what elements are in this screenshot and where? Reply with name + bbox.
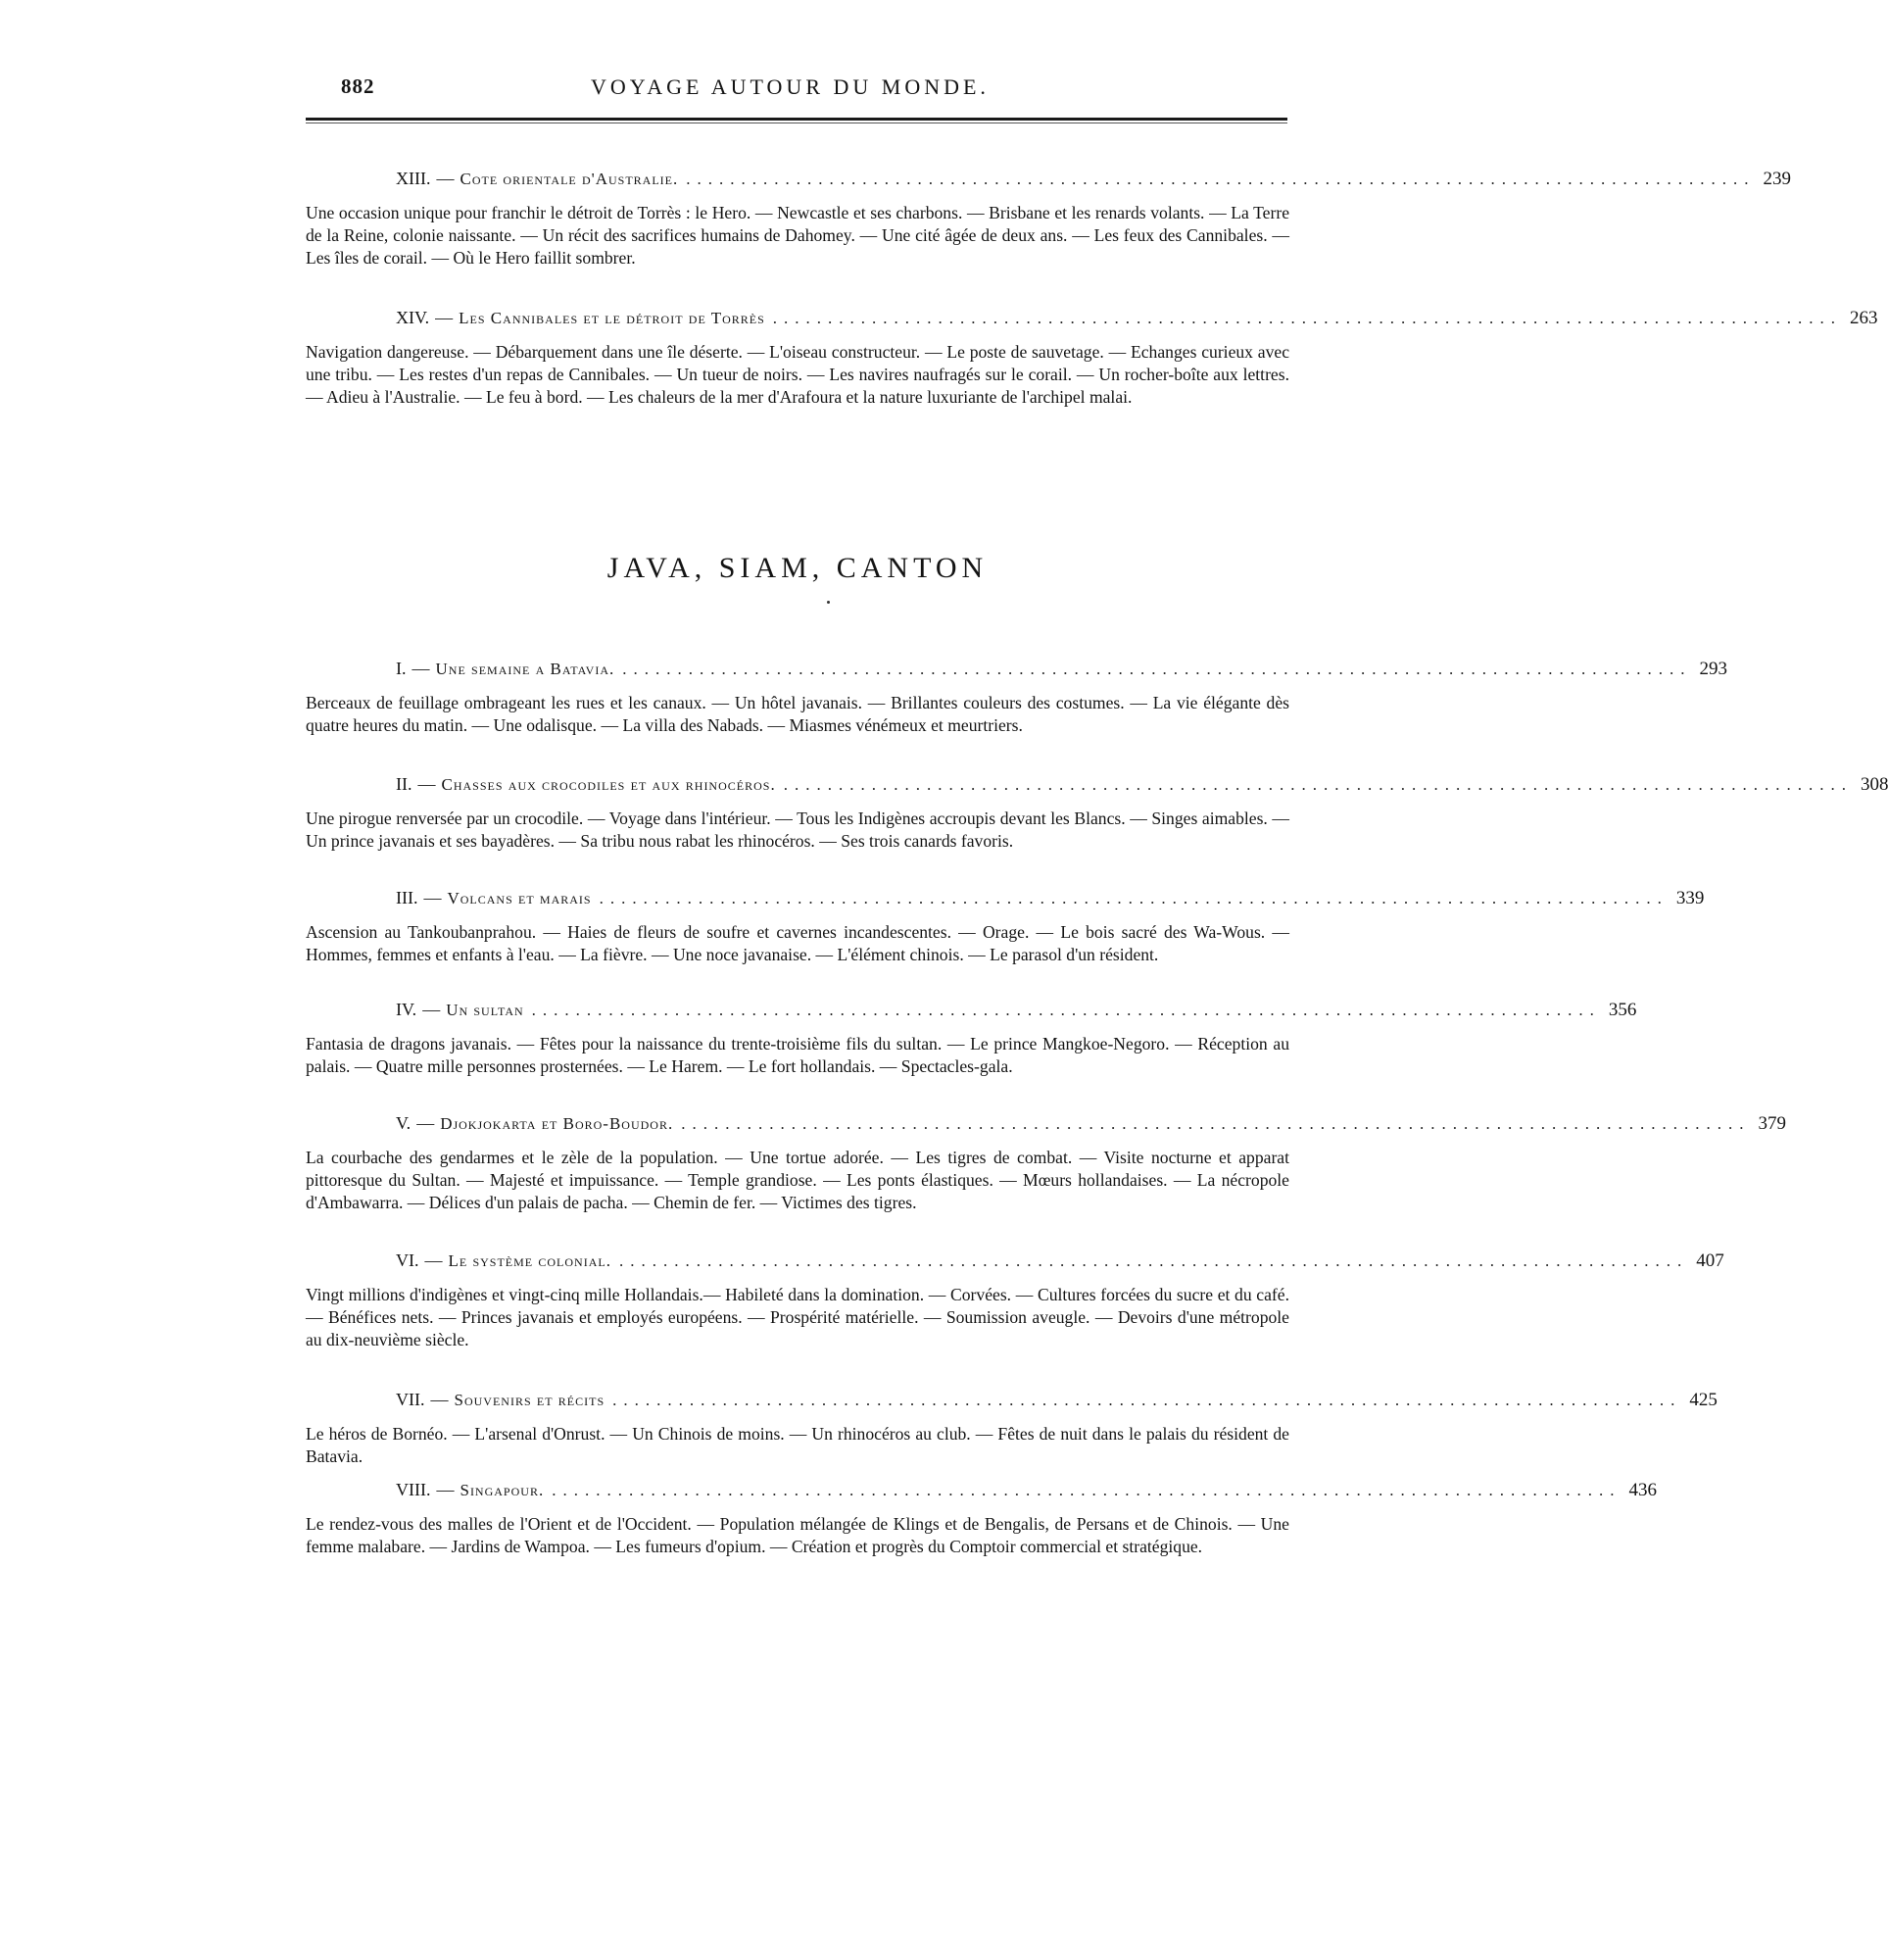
chapter-summary: La courbache des gendarmes et le zèle de la population. — Une tortue adorée. — Les tigres de combat. — Visite nocturne et apparat pittoresque du Sultan. — Majesté et impuissance. — Temple grandiose. — Les ponts élastiques. — Mœurs hollandaises. — La nécropole d'Ambawarra. — Délices d'un palais de pacha. — Chemin de fer. — Victimes des tigres. bbox=[306, 1148, 1289, 1212]
chapter-numeral: VIII. bbox=[396, 1480, 431, 1499]
toc-entry-heading bbox=[306, 659, 1728, 688]
chapter-numeral: II. bbox=[396, 774, 412, 794]
page-number: 882 bbox=[341, 74, 375, 98]
chapter-summary: Vingt millions d'indigènes et vingt-cinq mille Hollandais.— Habileté dans la domination. — Corvées. — Cultures forcées du sucre et du café. — Bénéfices nets. — Princes javanais et employés européens. — Prospérité matérielle. — Soumission aveugle. — Devoirs d'une métropole au dix-neuvième siècle. bbox=[306, 1285, 1289, 1349]
toc-entry-heading bbox=[306, 888, 1705, 917]
chapter-title: Singapour. bbox=[460, 1481, 545, 1499]
section-title: JAVA, SIAM, CANTON bbox=[606, 552, 989, 584]
dot-leader: ................................................................................................. bbox=[612, 1391, 1682, 1409]
toc-entry-i bbox=[306, 659, 1728, 737]
header-rule-thin bbox=[306, 122, 1287, 123]
chapter-summary: Navigation dangereuse. — Débarquement dans une île déserte. — L'oiseau constructeur. — Le poste de sauvetage. — Echanges curieux avec une tribu. — Les restes d'un repas de Cannibales. — Un tueur de noirs. — Les navires naufragés sur le corail. — Un rocher-boîte aux lettres. — Adieu à l'Australie. — Le feu à bord. — Les chaleurs de la mer d'Arafoura et la nature luxuriante de l'archipel malai. bbox=[306, 342, 1289, 407]
chapter-dash: — bbox=[436, 1480, 455, 1499]
toc-entry-ii bbox=[306, 774, 1888, 853]
chapter-page-number: 436 bbox=[1628, 1480, 1657, 1500]
chapter-summary: Le rendez-vous des malles de l'Orient et de l'Occident. — Population mélangée de Klings et de Bengalis, de Persans et de Chinois. — Une femme malabare. — Jardins de Wampoa. — Les fumeurs d'opium. — Création et progrès du Comptoir commercial et stratégique. bbox=[306, 1514, 1289, 1556]
toc-entry-heading bbox=[306, 1113, 1786, 1143]
toc-entry-xiv bbox=[306, 308, 1878, 409]
chapter-dash: — bbox=[435, 308, 454, 327]
chapter-title: Djokjokarta et Boro-Boudor. bbox=[440, 1114, 674, 1133]
dot-leader: ................................................................................................. bbox=[783, 775, 1853, 794]
chapter-numeral: III. bbox=[396, 888, 418, 907]
chapter-dash: — bbox=[411, 659, 430, 678]
running-head bbox=[341, 74, 1282, 108]
chapter-page-number: 308 bbox=[1860, 774, 1888, 795]
dot-leader: ................................................................................................. bbox=[599, 889, 1669, 907]
toc-entry-heading bbox=[306, 169, 1792, 198]
chapter-title: Chasses aux crocodiles et aux rhinocéros. bbox=[441, 775, 776, 794]
header-rule bbox=[306, 118, 1287, 121]
dot-leader: ................................................................................................. bbox=[772, 309, 1843, 327]
dot-leader: ................................................................................................. bbox=[681, 1114, 1751, 1133]
chapter-dash: — bbox=[424, 1250, 443, 1270]
chapter-summary: Ascension au Tankoubanprahou. — Haies de fleurs de soufre et cavernes incandescentes. — Orage. — Le bois sacré des Wa-Wous. — Hommes, femmes et enfants à l'eau. — La fièvre. — Une noce javanaise. — L'élément chinois. — Le parasol d'un résident. bbox=[306, 922, 1289, 964]
chapter-numeral: XIII. bbox=[396, 169, 431, 188]
chapter-page-number: 263 bbox=[1850, 308, 1878, 328]
toc-entry-xiii bbox=[306, 169, 1792, 270]
toc-entry-heading bbox=[306, 1390, 1718, 1419]
chapter-numeral: VI. bbox=[396, 1250, 419, 1270]
chapter-summary: Fantasia de dragons javanais. — Fêtes pour la naissance du trente-troisième fils du sultan. — Le prince Mangkoe-Negoro. — Réception au palais. — Quatre mille personnes prosternées. — Le Harem. — Le fort hollandais. — Spectacles-gala. bbox=[306, 1034, 1289, 1076]
toc-entry-iv bbox=[306, 1000, 1637, 1078]
running-title: VOYAGE AUTOUR DU MONDE. bbox=[591, 74, 990, 99]
chapter-summary: Une pirogue renversée par un crocodile. — Voyage dans l'intérieur. — Tous les Indigènes accroupis devant les Blancs. — Singes aimables. — Un prince javanais et ses bayadères. — Sa tribu nous rabat les rhinocéros. — Ses trois canards favoris. bbox=[306, 808, 1289, 851]
chapter-numeral: VII. bbox=[396, 1390, 425, 1409]
chapter-dash: — bbox=[422, 1000, 441, 1019]
dot-leader: ................................................................................................. bbox=[618, 1251, 1689, 1270]
chapter-dash: — bbox=[423, 888, 442, 907]
dot-leader: ................................................................................................. bbox=[531, 1001, 1601, 1019]
chapter-summary: Le héros de Bornéo. — L'arsenal d'Onrust. — Un Chinois de moins. — Un rhinocéros au club. — Fêtes de nuit dans le palais du résident de Batavia. bbox=[306, 1424, 1289, 1466]
chapter-page-number: 379 bbox=[1758, 1113, 1786, 1134]
chapter-dash: — bbox=[416, 1113, 435, 1133]
chapter-page-number: 339 bbox=[1675, 888, 1705, 908]
chapter-page-number: 425 bbox=[1689, 1390, 1718, 1410]
toc-entry-vii bbox=[306, 1390, 1718, 1468]
toc-entry-vi bbox=[306, 1250, 1724, 1351]
section-ornament-dot bbox=[827, 601, 830, 604]
chapter-page-number: 407 bbox=[1696, 1250, 1724, 1271]
chapter-dash: — bbox=[436, 169, 455, 188]
chapter-page-number: 293 bbox=[1699, 659, 1728, 679]
chapter-title: Cote orientale d'Australie. bbox=[460, 170, 679, 188]
dot-leader: ................................................................................................. bbox=[552, 1481, 1622, 1499]
dot-leader: ................................................................................................. bbox=[622, 660, 1692, 678]
toc-entry-heading bbox=[306, 1480, 1657, 1509]
dot-leader: ................................................................................................. bbox=[686, 170, 1756, 188]
toc-entry-v bbox=[306, 1113, 1786, 1214]
toc-entry-heading bbox=[306, 1250, 1724, 1280]
toc-entry-iii bbox=[306, 888, 1705, 966]
chapter-dash: — bbox=[417, 774, 436, 794]
chapter-summary: Berceaux de feuillage ombrageant les rues et les canaux. — Un hôtel javanais. — Brillantes couleurs des costumes. — La vie élégante dès quatre heures du matin. — Une odalisque. — La villa des Nabads. — Miasmes vénémeux et meurtriers. bbox=[306, 693, 1289, 735]
chapter-numeral: V. bbox=[396, 1113, 411, 1133]
toc-entry-heading bbox=[306, 1000, 1637, 1029]
chapter-title: Une semaine a Batavia. bbox=[435, 660, 615, 678]
toc-entry-heading bbox=[306, 308, 1878, 337]
toc-entry-heading bbox=[306, 774, 1888, 804]
chapter-dash: — bbox=[430, 1390, 449, 1409]
toc-entry-viii bbox=[306, 1480, 1657, 1558]
chapter-numeral: XIV. bbox=[396, 308, 430, 327]
chapter-page-number: 239 bbox=[1763, 169, 1792, 189]
chapter-title: Les Cannibales et le détroit de Torrès bbox=[459, 309, 765, 327]
chapter-summary: Une occasion unique pour franchir le détroit de Torrès : le Hero. — Newcastle et ses charbons. — Brisbane et les renards volants. — La Terre de la Reine, colonie naissante. — Un récit des sacrifices humains de Dahomey. — Une cité âgée de deux ans. — Les feux des Cannibales. — Les îles de corail. — Où le Hero faillit sombrer. bbox=[306, 203, 1289, 268]
chapter-numeral: I. bbox=[396, 659, 407, 678]
chapter-title: Un sultan bbox=[446, 1001, 524, 1019]
chapter-title: Volcans et marais bbox=[447, 889, 592, 907]
chapter-title: Le système colonial. bbox=[448, 1251, 611, 1270]
chapter-title: Souvenirs et récits bbox=[454, 1391, 605, 1409]
chapter-numeral: IV. bbox=[396, 1000, 417, 1019]
chapter-page-number: 356 bbox=[1608, 1000, 1637, 1020]
